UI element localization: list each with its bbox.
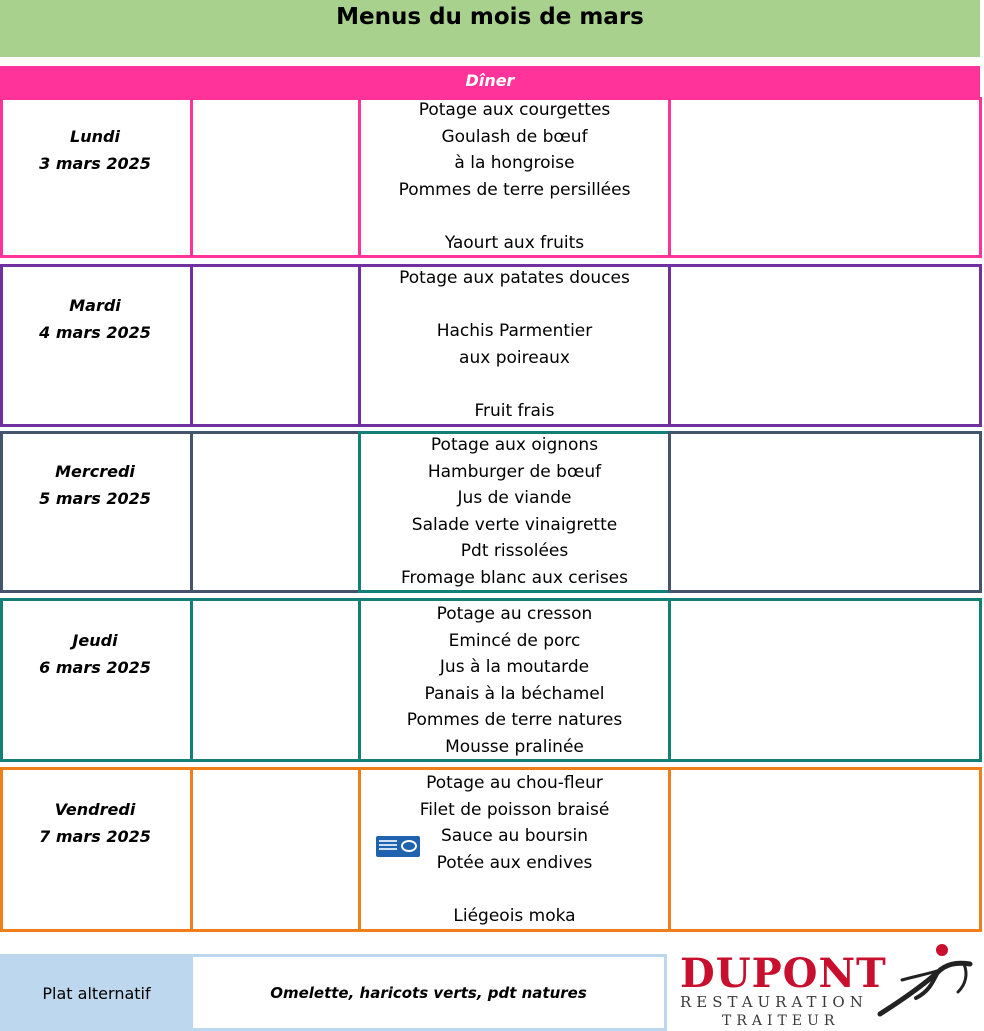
menu-item (361, 876, 668, 903)
day-row-mardi (0, 264, 982, 427)
menu-item: Potage au cresson (436, 604, 593, 624)
menu-item: Pommes de terre natures (406, 710, 623, 731)
company-logo (672, 940, 982, 1031)
menu-item: Potage aux patates douces (399, 268, 630, 288)
title-bar (0, 0, 980, 57)
day-label (0, 123, 190, 177)
empty-cell (190, 767, 361, 932)
day-row-mercredi (0, 431, 982, 593)
day-label (0, 458, 190, 512)
menu-item: Pommes de terre persillées (398, 179, 631, 200)
menu-item: Emincé de porc (448, 630, 581, 651)
menu-item: Salade verte vinaigrette (411, 514, 618, 535)
empty-cell (190, 97, 361, 258)
menu-item: aux poireaux (459, 347, 570, 368)
menu-item (361, 292, 668, 319)
menu-item: Fruit frais (474, 400, 555, 421)
day-date: 4 mars 2025 (39, 323, 151, 342)
day-row-jeudi (0, 598, 982, 762)
menu-item (361, 203, 668, 230)
day-row-lundi (0, 97, 982, 258)
empty-cell (668, 431, 982, 593)
day-date: 3 mars 2025 (39, 154, 151, 173)
alternative-label: Plat alternatif (42, 984, 151, 1003)
msc-label-icon (376, 836, 420, 857)
alternative-dish: Omelette, haricots verts, pdt natures (270, 984, 587, 1002)
menu-item: à la hongroise (454, 153, 575, 174)
menu-item: Pdt rissolées (460, 541, 569, 562)
menu-item: Mousse pralinée (445, 736, 584, 757)
menu-item: Filet de poisson braisé (419, 799, 610, 820)
empty-cell (668, 264, 982, 427)
menu-list (361, 432, 668, 592)
day-cell (0, 431, 193, 593)
day-date: 5 mars 2025 (39, 489, 151, 508)
logo-line1: RESTAURATION (680, 993, 868, 1011)
menu-list (361, 265, 668, 425)
runner-figure-icon (872, 940, 978, 1020)
empty-cell (668, 598, 982, 762)
menu-item: Fromage blanc aux cerises (401, 567, 628, 588)
empty-cell (190, 264, 361, 427)
alternative-label-cell (0, 954, 193, 1031)
day-row-vendredi (0, 767, 982, 932)
menu-list (361, 601, 668, 761)
menu-item: Hamburger de bœuf (427, 461, 602, 482)
day-name: Vendredi (54, 800, 136, 819)
empty-cell (668, 97, 982, 258)
menu-item: Potée aux endives (436, 852, 593, 873)
menu-item: Goulash de bœuf (441, 126, 588, 147)
menu-list (361, 97, 668, 257)
day-name: Lundi (70, 127, 120, 146)
menu-item: Yaourt aux fruits (444, 232, 585, 253)
day-cell (0, 97, 193, 258)
empty-cell (668, 767, 982, 932)
day-label (0, 627, 190, 681)
menu-item: Hachis Parmentier (436, 321, 593, 342)
menu-item: Liégeois moka (453, 905, 576, 926)
alternative-dish-cell (193, 954, 667, 1031)
menu-item: Jus de viande (457, 488, 572, 509)
day-name: Jeudi (72, 631, 118, 650)
day-date: 6 mars 2025 (39, 658, 151, 677)
day-label (0, 292, 190, 346)
day-date: 7 mars 2025 (39, 827, 151, 846)
menu-item: Potage au chou-fleur (426, 773, 603, 793)
logo-brand: DUPONT (680, 950, 887, 997)
day-name: Mercredi (55, 462, 135, 481)
menu-item (361, 371, 668, 398)
page-title: Menus du mois de mars (336, 4, 644, 30)
logo-line2: TRAITEUR (722, 1013, 840, 1029)
empty-cell (190, 431, 361, 593)
empty-cell (190, 598, 361, 762)
menu-item: Sauce au boursin (440, 826, 589, 847)
day-label (0, 796, 190, 850)
meal-label: Dîner (465, 71, 515, 90)
menu-item: Potage aux oignons (430, 435, 599, 455)
menu-item: Potage aux courgettes (418, 100, 611, 120)
menu-item: Panais à la béchamel (424, 683, 605, 704)
day-name: Mardi (69, 296, 121, 315)
meal-header (0, 66, 980, 97)
menu-item: Jus à la moutarde (439, 657, 590, 678)
